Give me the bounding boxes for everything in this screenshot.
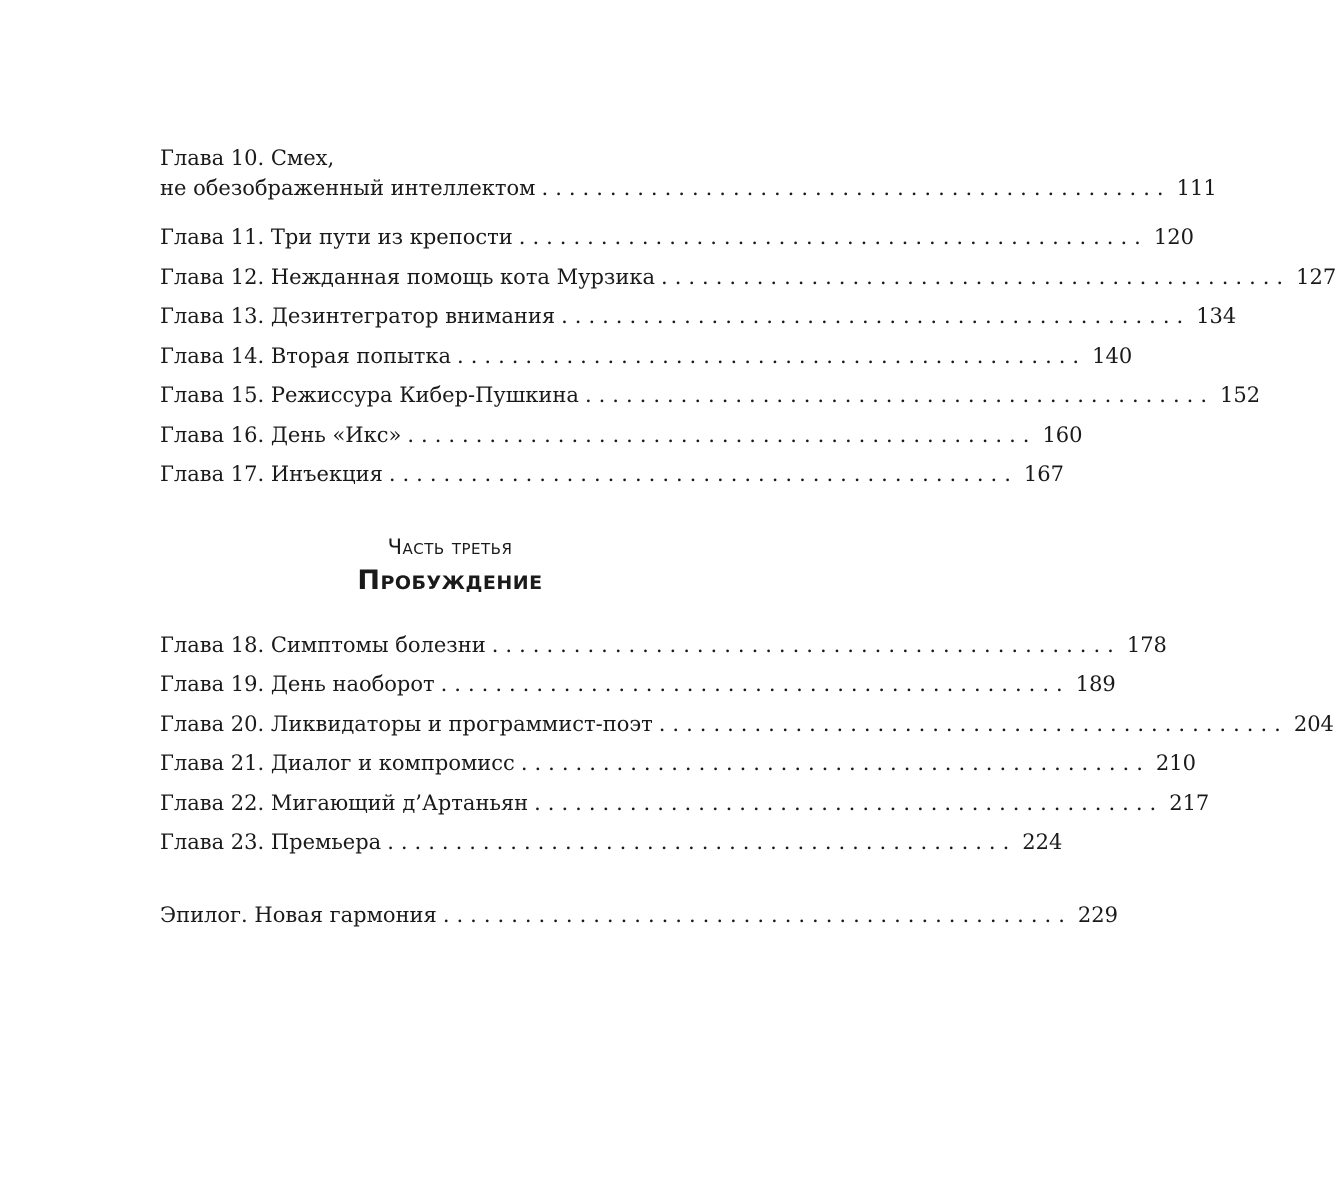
- leader-dots: ..............................................: [584, 383, 1215, 407]
- toc-entry-epilogue[interactable]: [160, 890, 1118, 930]
- leader-dots: ..............................................: [388, 462, 1018, 486]
- toc-entry-page: 140: [1092, 343, 1133, 368]
- toc-entry-page: 189: [1075, 672, 1116, 696]
- toc-entry[interactable]: [160, 331, 1133, 371]
- toc-entry[interactable]: [160, 620, 1167, 660]
- toc-entry-title: Эпилог. Новая гармония: [160, 902, 437, 927]
- toc-entry-title: Глава 14. Вторая попытка: [160, 343, 452, 368]
- toc-entry[interactable]: [160, 292, 1237, 332]
- toc-entry-page: 178: [1126, 632, 1167, 657]
- toc-entry[interactable]: [160, 450, 1064, 490]
- leader-dots: ..............................................: [387, 830, 1017, 854]
- leader-dots: ..............................................: [534, 790, 1164, 815]
- toc-entry-title: Глава 21. Диалог и компромисс: [160, 751, 515, 775]
- toc-entry-page: 167: [1023, 462, 1064, 486]
- toc-entry-title: Глава 10. Смех,: [160, 146, 335, 170]
- toc-entry[interactable]: [160, 213, 1194, 253]
- toc-entry-page: 204: [1293, 711, 1334, 736]
- toc-entry[interactable]: [160, 410, 1083, 450]
- toc-entry[interactable]: [160, 699, 1334, 739]
- part-label: Часть третья: [387, 535, 513, 559]
- toc-entry[interactable]: [160, 818, 1063, 858]
- toc-entry[interactable]: [160, 143, 1217, 203]
- leader-dots: ..............................................: [491, 632, 1121, 657]
- toc-entry-page: 229: [1077, 902, 1118, 927]
- toc-entry-title: Глава 22. Мигающий д’Артаньян: [160, 790, 529, 815]
- toc-section-epilogue: [160, 890, 1118, 930]
- toc-entry-title: Глава 20. Ликвидаторы и программист-поэт: [160, 711, 653, 736]
- leader-dots: ..............................................: [442, 902, 1072, 927]
- toc-entry-page: 111: [1176, 176, 1217, 200]
- toc-entry-title-continued: не обезображенный интеллектом: [160, 176, 536, 200]
- toc-entry-title: Глава 11. Три пути из крепости: [160, 225, 513, 249]
- toc-entry-title: Глава 18. Симптомы болезни: [160, 632, 486, 657]
- toc-entry-page: 210: [1155, 751, 1196, 775]
- toc-entry[interactable]: [160, 778, 1210, 818]
- toc-entry-page: 127: [1296, 264, 1336, 289]
- leader-dots: ..............................................: [520, 751, 1150, 775]
- toc-entry[interactable]: [160, 371, 1261, 411]
- toc-section-part2: [160, 143, 1336, 489]
- toc-entry-title: Глава 15. Режиссура Кибер-Пушкина: [160, 383, 579, 407]
- toc-entry-page: 217: [1169, 790, 1210, 815]
- toc-entry-page: 224: [1022, 830, 1063, 854]
- leader-dots: ..............................................: [661, 264, 1291, 289]
- toc-entry-page: 120: [1153, 225, 1194, 249]
- toc-entry-title: Глава 17. Инъекция: [160, 462, 383, 486]
- toc-entry-title: Глава 12. Нежданная помощь кота Мурзика: [160, 264, 656, 289]
- toc-entry-title: Глава 16. День «Икс»: [160, 422, 402, 447]
- leader-dots: ..............................................: [407, 422, 1037, 447]
- leader-dots: ..............................................: [561, 304, 1191, 328]
- toc-entry[interactable]: [160, 252, 1336, 292]
- toc-entry[interactable]: [160, 739, 1196, 779]
- leader-dots: ..............................................: [518, 225, 1148, 249]
- toc-entry-title: Глава 13. Дезинтегратор внимания: [160, 304, 556, 328]
- toc-entry-page: 160: [1042, 422, 1083, 447]
- leader-dots: ..............................................: [457, 343, 1087, 368]
- toc-entry-title: Глава 19. День наоборот: [160, 672, 435, 696]
- toc-entry-page: 134: [1196, 304, 1237, 328]
- toc-section-part3: [160, 620, 1334, 857]
- leader-dots: ..............................................: [658, 711, 1288, 736]
- toc-entry-page: 152: [1220, 383, 1261, 407]
- leader-dots: ..............................................: [541, 176, 1171, 200]
- leader-dots: ..............................................: [440, 672, 1070, 696]
- toc-entry[interactable]: [160, 660, 1116, 700]
- part-title: Пробуждение: [357, 565, 543, 596]
- toc-entry-title: Глава 23. Премьера: [160, 830, 382, 854]
